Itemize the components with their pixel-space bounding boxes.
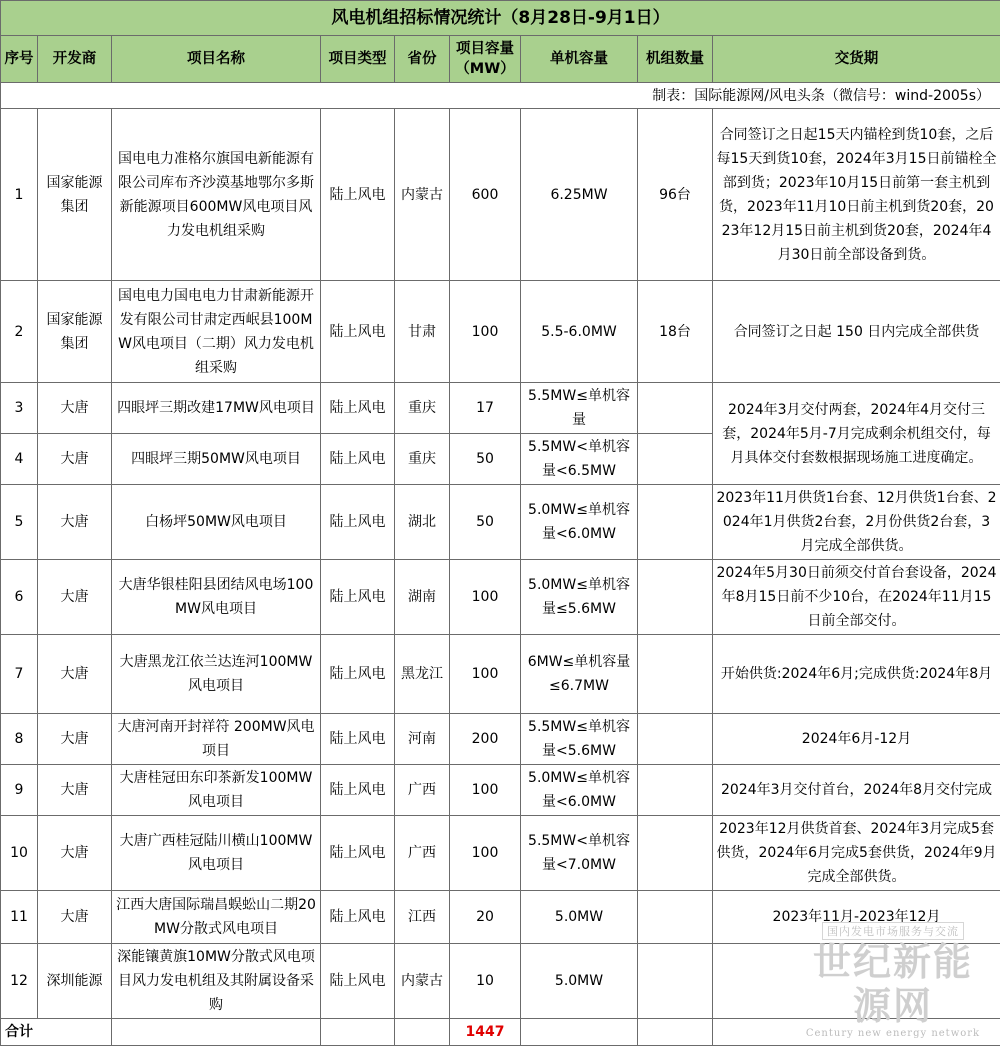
cell-province: 江西 [395,891,450,944]
cell-empty [321,1019,395,1046]
cell-count [638,383,713,434]
cell-delivery: 2023年11月供货1台套、12月供货1台套、2024年1月供货2台套，2月份供货2台套，3月完成全部供货。 [713,485,1000,560]
total-label: 合计 [1,1019,112,1046]
header-row [1,36,1000,83]
cell-count [638,434,713,485]
cell-unit: 5.0MW≤单机容量≤5.6MW [521,560,638,635]
cell-project: 四眼坪三期改建17MW风电项目 [112,383,321,434]
cell-count [638,944,713,1019]
cell-no: 11 [1,891,38,944]
cell-delivery: 2023年12月供货首套、2024年3月完成5套供货，2024年6月完成5套供货，2024年9月完成全部供货。 [713,816,1000,891]
cell-developer: 国家能源集团 [38,109,112,281]
cell-count [638,635,713,714]
table-row [1,816,1000,891]
cell-capacity: 50 [450,485,521,560]
cell-developer: 大唐 [38,891,112,944]
cell-unit: 5.5MW<单机容量<6.5MW [521,434,638,485]
cell-province: 内蒙古 [395,109,450,281]
cell-empty [395,1019,450,1046]
cell-capacity: 100 [450,635,521,714]
cell-type: 陆上风电 [321,816,395,891]
cell-no: 6 [1,560,38,635]
header-unit: 单机容量 [521,36,638,83]
cell-empty [713,1019,1000,1046]
table-title: 风电机组招标情况统计（8月28日-9月1日） [1,1,1000,36]
table-row [1,109,1000,281]
cell-capacity: 200 [450,714,521,765]
cell-empty [521,1019,638,1046]
cell-delivery: 2023年11月-2023年12月 [713,891,1000,944]
total-capacity: 1447 [450,1019,521,1046]
header-capacity: 项目容量（MW） [450,36,521,83]
header-type: 项目类型 [321,36,395,83]
cell-developer: 大唐 [38,434,112,485]
cell-count: 18台 [638,281,713,383]
cell-type: 陆上风电 [321,281,395,383]
cell-unit: 5.5MW≤单机容量<5.6MW [521,714,638,765]
cell-no: 3 [1,383,38,434]
total-row [1,1019,1000,1046]
cell-developer: 大唐 [38,560,112,635]
cell-count [638,560,713,635]
cell-capacity: 50 [450,434,521,485]
cell-province: 重庆 [395,434,450,485]
table-row [1,383,1000,434]
cell-count [638,816,713,891]
cell-developer: 国家能源集团 [38,281,112,383]
cell-capacity: 100 [450,281,521,383]
cell-province: 重庆 [395,383,450,434]
cell-province: 广西 [395,765,450,816]
cell-province: 湖北 [395,485,450,560]
cell-type: 陆上风电 [321,383,395,434]
cell-province: 黑龙江 [395,635,450,714]
cell-unit: 5.0MW≤单机容量<6.0MW [521,485,638,560]
table-row [1,635,1000,714]
table-row [1,281,1000,383]
cell-count: 96台 [638,109,713,281]
watermark-english: Century new energy network [798,1028,988,1039]
cell-unit: 5.5-6.0MW [521,281,638,383]
cell-developer: 大唐 [38,383,112,434]
cell-project: 大唐桂冠田东印茶新发100MW风电项目 [112,765,321,816]
cell-delivery: 2024年3月交付首台，2024年8月交付完成 [713,765,1000,816]
cell-type: 陆上风电 [321,560,395,635]
cell-no: 8 [1,714,38,765]
cell-type: 陆上风电 [321,944,395,1019]
cell-type: 陆上风电 [321,109,395,281]
cell-delivery [713,944,1000,1019]
watermark-title: 世纪新能源网 [798,940,988,1028]
cell-project: 大唐华银桂阳县团结风电场100MW风电项目 [112,560,321,635]
cell-project: 深能镶黄旗10MW分散式风电项目风力发电机组及其附属设备采购 [112,944,321,1019]
cell-delivery: 2024年5月30日前须交付首台套设备，2024年8月15日前不少10台，在2024年11月15日前全部交付。 [713,560,1000,635]
cell-developer: 大唐 [38,714,112,765]
credit-line: 制表：国际能源网/风电头条（微信号：wind-2005s） [1,83,1000,109]
cell-type: 陆上风电 [321,714,395,765]
header-no: 序号 [1,36,38,83]
cell-empty [112,1019,321,1046]
cell-no: 9 [1,765,38,816]
cell-unit: 5.0MW [521,891,638,944]
cell-capacity: 10 [450,944,521,1019]
cell-unit: 6MW≤单机容量≤6.7MW [521,635,638,714]
cell-unit: 6.25MW [521,109,638,281]
cell-province: 湖南 [395,560,450,635]
cell-project: 白杨坪50MW风电项目 [112,485,321,560]
cell-delivery: 开始供货:2024年6月;完成供货:2024年8月 [713,635,1000,714]
cell-project: 大唐黑龙江依兰达连河100MW风电项目 [112,635,321,714]
cell-project: 四眼坪三期50MW风电项目 [112,434,321,485]
table-row [1,714,1000,765]
cell-no: 5 [1,485,38,560]
cell-type: 陆上风电 [321,434,395,485]
cell-no: 7 [1,635,38,714]
cell-province: 内蒙古 [395,944,450,1019]
cell-no: 4 [1,434,38,485]
cell-project: 国电电力准格尔旗国电新能源有限公司库布齐沙漠基地鄂尔多斯新能源项目600MW风电项目风力发电机组采购 [112,109,321,281]
cell-developer: 大唐 [38,635,112,714]
cell-developer: 大唐 [38,765,112,816]
cell-no: 1 [1,109,38,281]
cell-capacity: 100 [450,765,521,816]
cell-empty [638,1019,713,1046]
cell-capacity: 100 [450,560,521,635]
cell-province: 广西 [395,816,450,891]
table-row [1,485,1000,560]
cell-type: 陆上风电 [321,765,395,816]
cell-count [638,891,713,944]
cell-unit: 5.0MW≤单机容量<6.0MW [521,765,638,816]
cell-delivery: 合同签订之日起15天内锚栓到货10套，之后每15天到货10套，2024年3月15日前锚栓全部到货；2023年10月15日前第一套主机到货，2023年11月10日前主机到货20套，2023年12月15日前主机到货20套，2024年4月30日前全部设备到货。 [713,109,1000,281]
cell-province: 甘肃 [395,281,450,383]
cell-unit: 5.0MW [521,944,638,1019]
cell-delivery: 2024年3月交付两套，2024年4月交付三套，2024年5月-7月完成剩余机组交付，每月具体交付套数根据现场施工进度确定。 [713,383,1000,485]
cell-count [638,485,713,560]
cell-delivery: 合同签订之日起 150 日内完成全部供货 [713,281,1000,383]
cell-capacity: 17 [450,383,521,434]
table-row [1,765,1000,816]
table-row [1,560,1000,635]
cell-unit: 5.5MW<单机容量<7.0MW [521,816,638,891]
cell-no: 2 [1,281,38,383]
table-row [1,944,1000,1019]
header-project: 项目名称 [112,36,321,83]
cell-unit: 5.5MW≤单机容量 [521,383,638,434]
table-row [1,891,1000,944]
watermark-subtitle: 国内发电市场服务与交流 [822,922,964,940]
cell-developer: 大唐 [38,485,112,560]
cell-project: 大唐河南开封祥符 200MW风电项目 [112,714,321,765]
cell-capacity: 20 [450,891,521,944]
cell-province: 河南 [395,714,450,765]
cell-no: 10 [1,816,38,891]
cell-delivery: 2024年6月-12月 [713,714,1000,765]
cell-project: 国电电力国电电力甘肃新能源开发有限公司甘肃定西岷县100MW风电项目（二期）风力发电机组采购 [112,281,321,383]
header-developer: 开发商 [38,36,112,83]
header-count: 机组数量 [638,36,713,83]
cell-project: 大唐广西桂冠陆川横山100MW风电项目 [112,816,321,891]
cell-developer: 深圳能源 [38,944,112,1019]
cell-capacity: 600 [450,109,521,281]
cell-capacity: 100 [450,816,521,891]
cell-type: 陆上风电 [321,635,395,714]
cell-type: 陆上风电 [321,891,395,944]
cell-no: 12 [1,944,38,1019]
cell-project: 江西大唐国际瑞昌蜈蚣山二期20MW分散式风电项目 [112,891,321,944]
header-province: 省份 [395,36,450,83]
cell-count [638,714,713,765]
cell-count [638,765,713,816]
header-delivery: 交货期 [713,36,1000,83]
cell-type: 陆上风电 [321,485,395,560]
cell-developer: 大唐 [38,816,112,891]
